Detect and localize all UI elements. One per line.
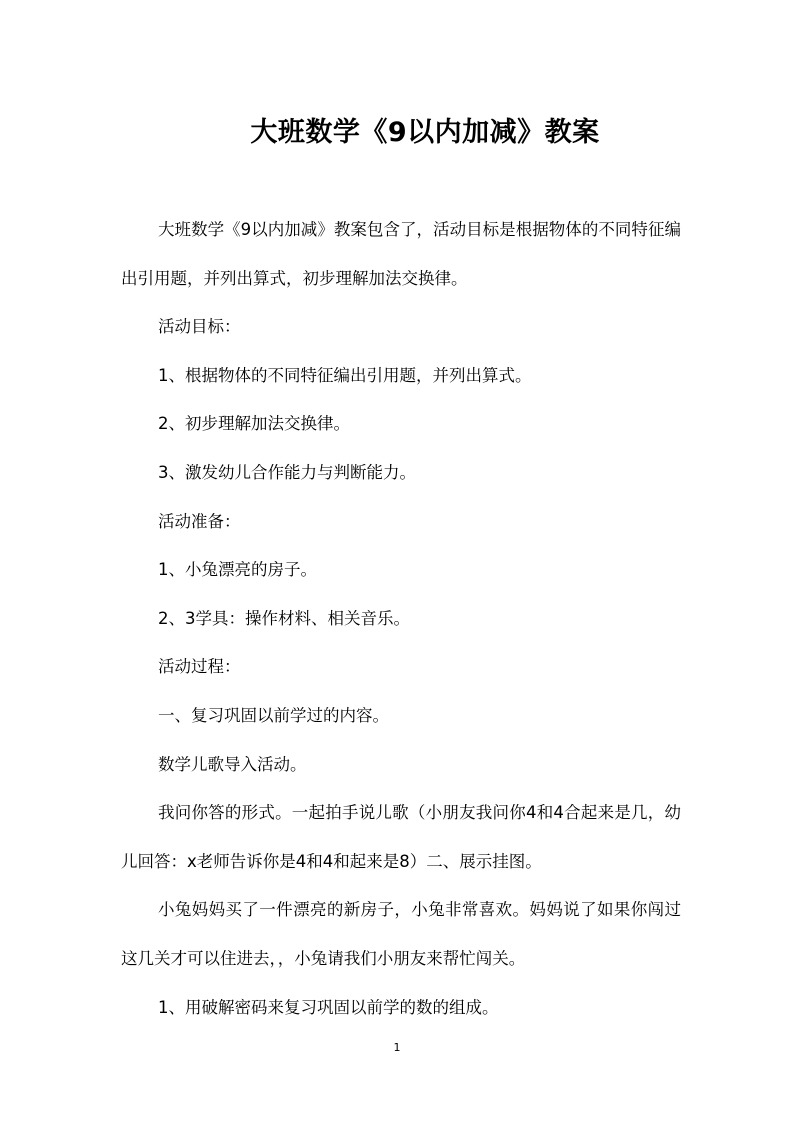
section-heading-goals: 活动目标： — [158, 317, 241, 337]
section-heading-preparation: 活动准备： — [158, 511, 241, 531]
goal-item: 2、初步理解加法交换律。 — [158, 414, 350, 434]
process-step: 1、用破解密码来复习巩固以前学的数的组成。 — [158, 997, 499, 1017]
document-title: 大班数学《9以内加减》教案 — [250, 117, 600, 149]
intro-paragraph: 大班数学《9以内加减》教案包含了，活动目标是根据物体的不同特征编出引用题，并列出算式，初步理解加法交换律。 — [121, 220, 681, 288]
body-paragraph: 我问你答的形式。一起拍手说儿歌（小朋友我问你4和4合起来是几，幼儿回答：x老师告诉你是4和4和起来是8）二、展示挂图。 — [121, 803, 681, 871]
preparation-item: 1、小兔漂亮的房子。 — [158, 560, 317, 580]
goal-item: 3、激发幼儿合作能力与判断能力。 — [158, 462, 416, 482]
preparation-item: 2、3学具：操作材料、相关音乐。 — [158, 608, 410, 628]
body-paragraph: 小兔妈妈买了一件漂亮的新房子，小兔非常喜欢。妈妈说了如果你闯过这几关才可以住进去，，小兔请我们小朋友来帮忙闯关。 — [121, 900, 681, 968]
document-body — [121, 206, 681, 1032]
section-heading-process: 活动过程： — [158, 657, 241, 677]
page-number: 1 — [393, 1041, 401, 1054]
goal-item: 1、根据物体的不同特征编出引用题，并列出算式。 — [158, 365, 532, 385]
process-step: 一、复习巩固以前学过的内容。 — [158, 705, 389, 725]
body-paragraph: 数学儿歌导入活动。 — [158, 754, 307, 774]
